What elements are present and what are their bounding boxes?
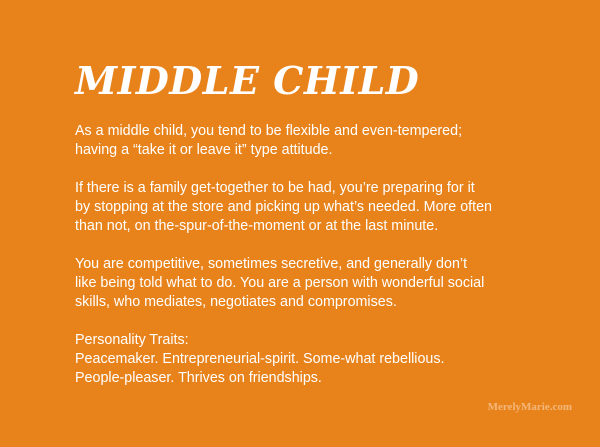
paragraph-line: like being told what to do. You are a person with wonderful social	[75, 275, 485, 291]
paragraph-line: People-pleaser. Thrives on friendships.	[75, 370, 322, 386]
paragraph-line: Peacemaker. Entrepreneurial-spirit. Some-what rebellious.	[75, 351, 445, 367]
paragraph-line: by stopping at the store and picking up what’s needed. More often	[75, 199, 493, 215]
paragraph-line: than not, on the-spur-of-the-moment or at the last minute.	[75, 218, 439, 234]
traits-heading: Personality Traits:	[75, 332, 189, 348]
site-watermark: MerelyMarie.com	[487, 401, 572, 413]
paragraph-line: skills, who mediates, negotiates and compromises.	[75, 294, 397, 310]
paragraph-line: having a “take it or leave it” type attitude.	[75, 142, 333, 158]
card-title: MIDDLE CHILD	[75, 58, 420, 103]
paragraph-line: As a middle child, you tend to be flexible and even-tempered;	[75, 123, 463, 139]
paragraph-intro	[75, 122, 580, 160]
paragraph-line: If there is a family get-together to be had, you’re preparing for it	[75, 180, 475, 196]
paragraph-traits	[75, 331, 580, 388]
card-body	[75, 122, 580, 407]
paragraph-personality	[75, 255, 580, 312]
paragraph-line: You are competitive, sometimes secretive, and generally don’t	[75, 256, 468, 272]
paragraph-family	[75, 179, 580, 236]
